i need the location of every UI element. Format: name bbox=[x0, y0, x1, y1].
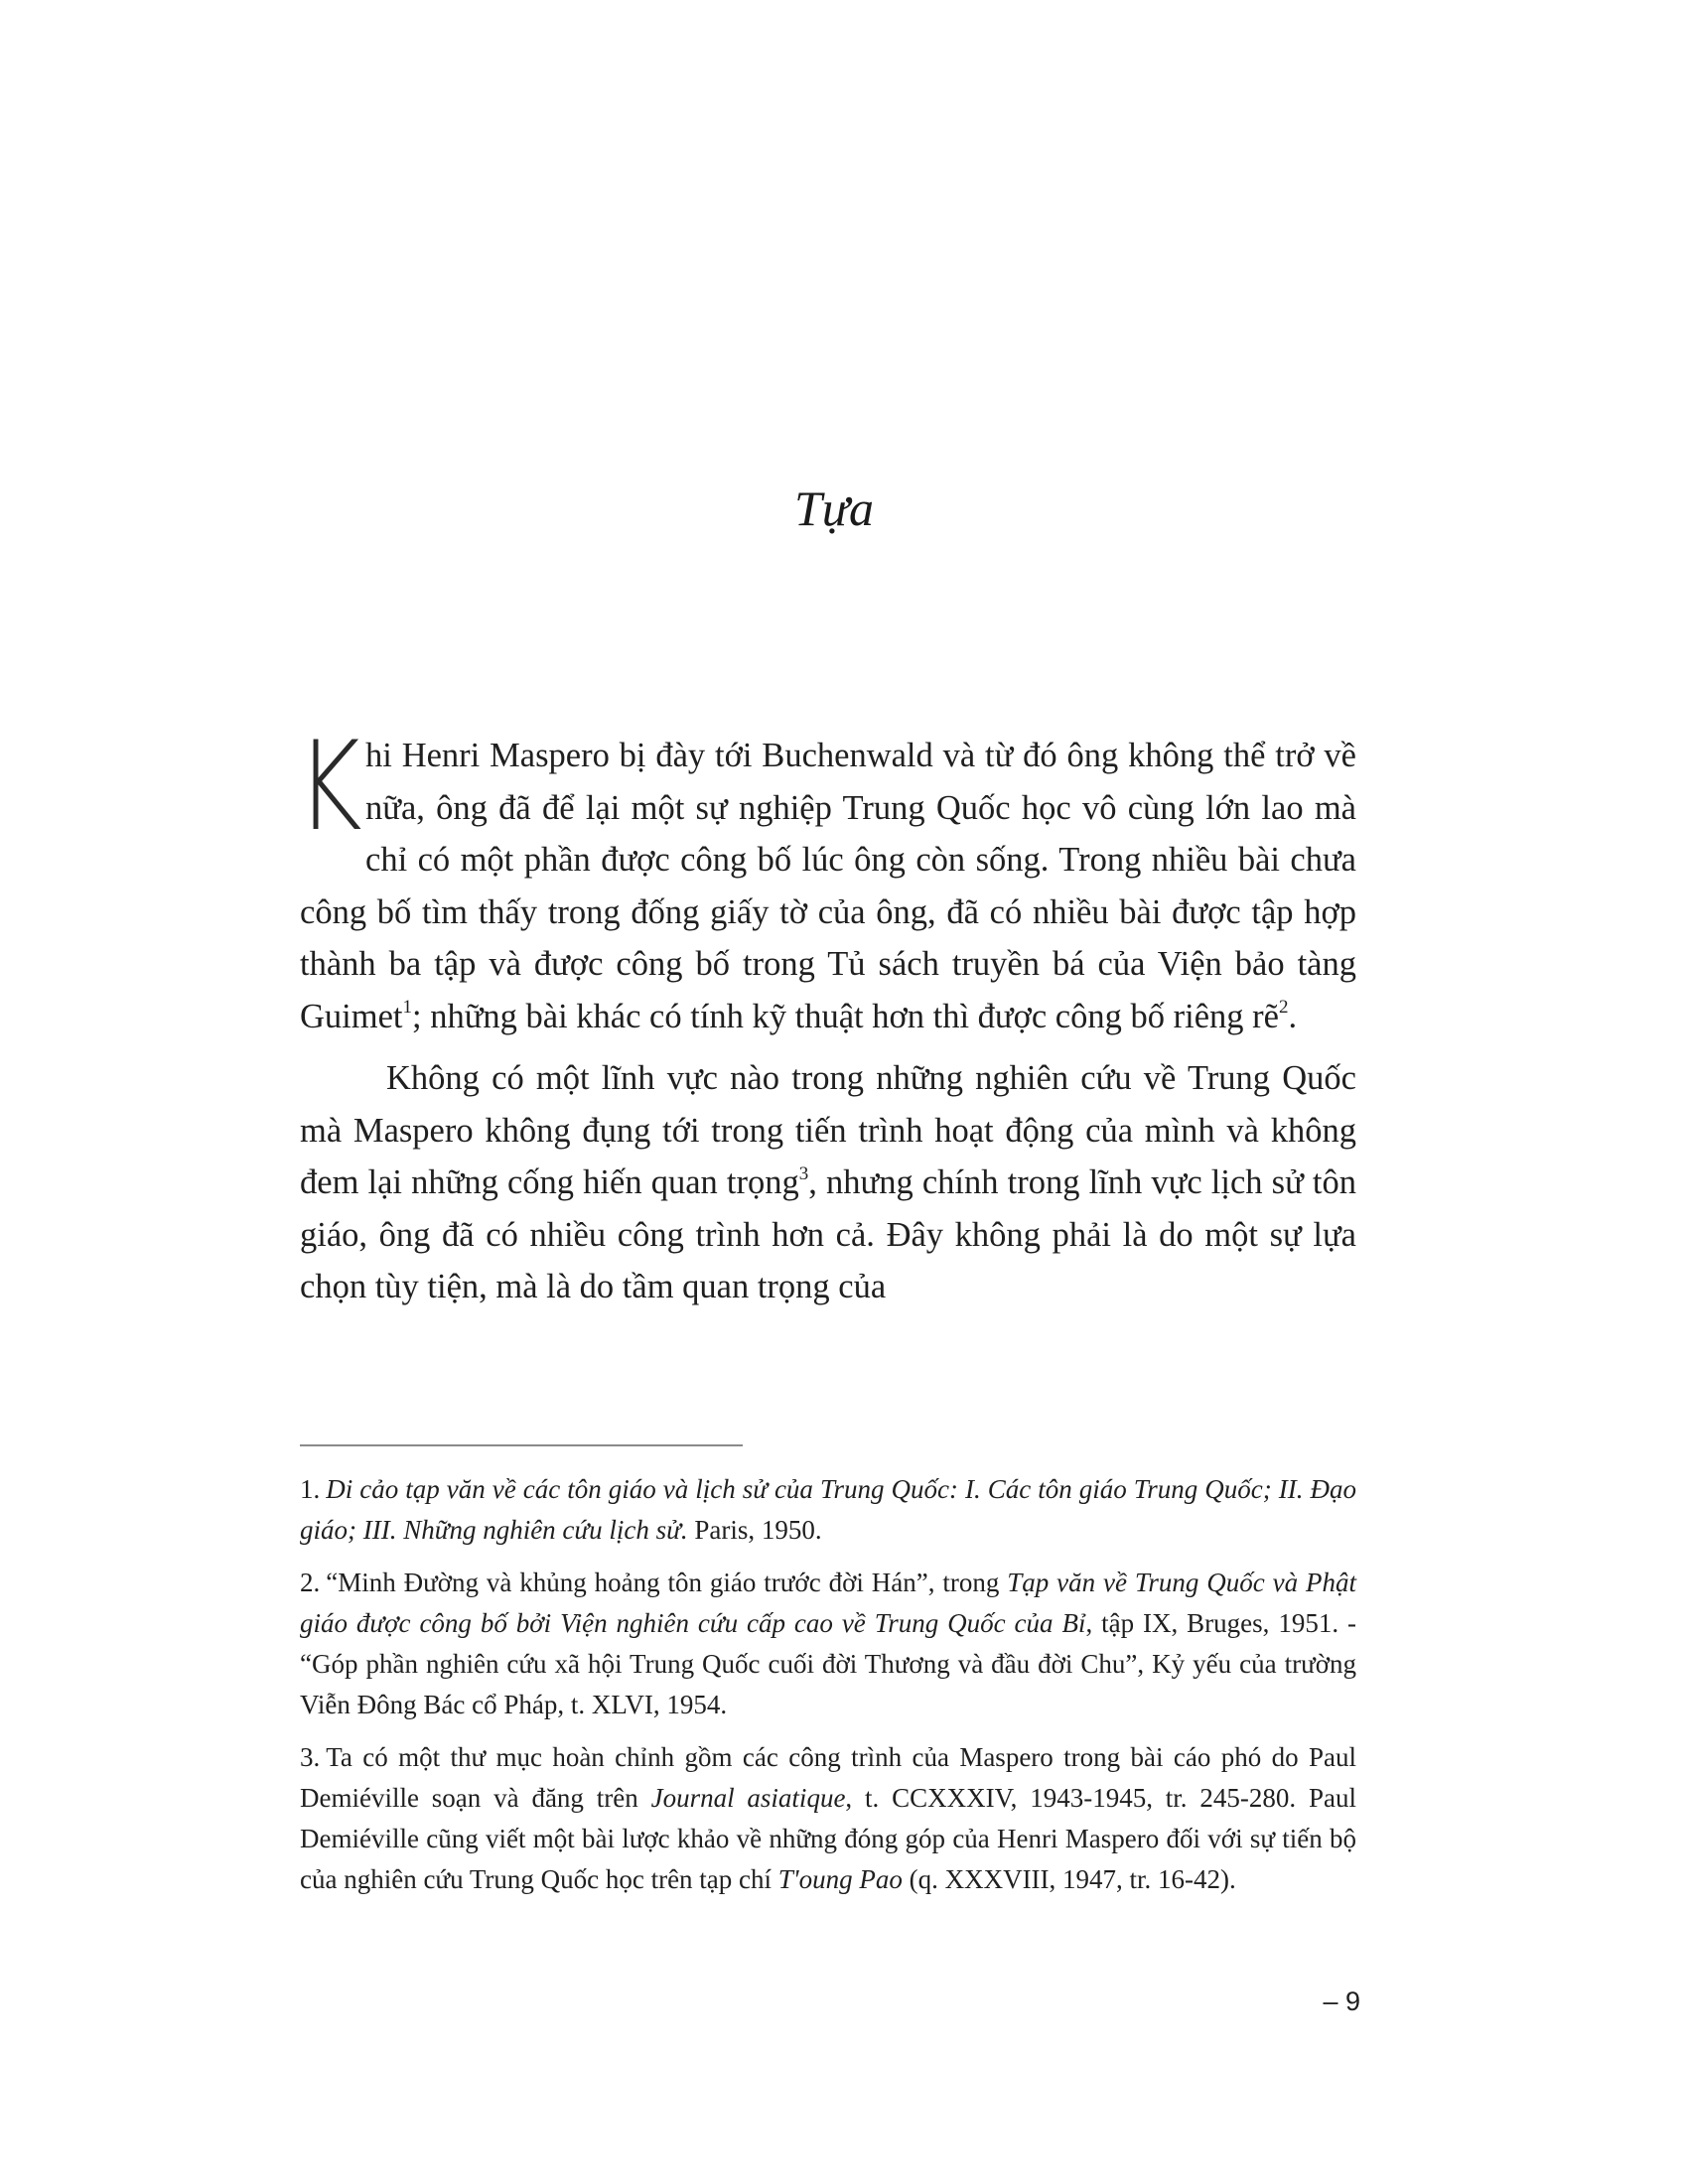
footnote-ref-1: 1 bbox=[402, 997, 412, 1018]
paragraph-1-text-b: ; những bài khác có tính kỹ thuật hơn thì được công bố riêng rẽ bbox=[411, 997, 1279, 1035]
footnote-1 bbox=[300, 1469, 1356, 1551]
paragraph-2 bbox=[300, 1052, 1356, 1313]
footnote-2-title: Tạp văn về Trung Quốc và Phật giáo được công bố bởi Viện nghiên cứu cấp cao về Trung Quốc của Bỉ bbox=[300, 1568, 1357, 1638]
body-text bbox=[296, 716, 1357, 1313]
footnotes bbox=[300, 1469, 1356, 1912]
footnote-2 bbox=[300, 1563, 1356, 1725]
footnote-3 bbox=[300, 1737, 1356, 1900]
paragraph-2-text-b: , nhưng chính trong lĩnh vực lịch sử tôn giáo, ông đã có nhiều công trình hơn cả. Đây không phải là do một sự lựa chọn tùy tiện, mà là do tầm quan trọng của bbox=[300, 1163, 1357, 1305]
footnote-2-text-a: “Minh Đường và khủng hoảng tôn giáo trước đời Hán”, trong bbox=[326, 1568, 1008, 1597]
footnote-ref-3: 3 bbox=[798, 1162, 809, 1184]
footnote-ref-2: 2 bbox=[1278, 997, 1289, 1018]
footnote-2-text-b: , tập IX, Bruges, 1951. - “Góp phần nghiên cứu xã hội Trung Quốc cuối đời Thương và đầu đời Chu”, Kỷ yếu của trường Viễn Đông Bác cổ Pháp, t. XLVI, 1954. bbox=[300, 1608, 1356, 1719]
footnote-3-text-c: (q. XXXVIII, 1947, tr. 16-42). bbox=[902, 1864, 1236, 1894]
footnote-3-text-b: , t. CCXXXIV, 1943-1945, tr. 245-280. Paul Demiéville cũng viết một bài lược khảo về những đóng góp của Henri Maspero đối với sự tiến bộ của nghiên cứu Trung Quốc học trên tạp chí bbox=[300, 1783, 1356, 1894]
footnote-divider bbox=[300, 1444, 743, 1446]
footnote-3-text-a: Ta có một thư mục hoàn chỉnh gồm các công trình của Maspero trong bài cáo phó do Paul Demiéville soạn và đăng trên bbox=[300, 1742, 1356, 1813]
footnote-1-title: Di cảo tạp văn về các tôn giáo và lịch sử của Trung Quốc: I. Các tôn giáo Trung Quốc; II. Đạo giáo; III. Những nghiên cứu lịch sử. bbox=[300, 1474, 1356, 1545]
footnote-3-journal: Journal asiatique bbox=[650, 1783, 846, 1813]
paragraph-1-text-a: hi Henri Maspero bị đày tới Buchenwald và từ đó ông không thể trở về nữa, ông đã để lại một sự nghiệp Trung Quốc học vô cùng lớn lao mà chỉ có một phần được công bố lúc ông còn sống. Trong nhiều bài chưa công bố tìm thấy trong đống giấy tờ của ông, đã có nhiều bài được tập hợp thành ba tập và được công bố trong Tủ sách truyền bá của Viện bảo tàng Guimet bbox=[300, 737, 1356, 1035]
paragraph-2-text-a: Không có một lĩnh vực nào trong những nghiên cứu về Trung Quốc mà Maspero không đụng tới trong tiến trình hoạt động của mình và không đem lại những cống hiến quan trọng bbox=[300, 1059, 1356, 1201]
footnote-3-number: 3. bbox=[300, 1742, 321, 1772]
footnote-1-number: 1. bbox=[300, 1474, 321, 1504]
paragraph-1-text-c: . bbox=[1288, 997, 1298, 1035]
footnote-3-journal-2: T'oung Pao bbox=[777, 1864, 903, 1894]
page-title: Tựa bbox=[793, 480, 875, 536]
page-number: – 9 bbox=[1323, 1986, 1360, 2016]
drop-cap: K bbox=[296, 716, 362, 859]
footnote-2-number: 2. bbox=[300, 1568, 321, 1597]
footnote-1-text: Paris, 1950. bbox=[687, 1515, 822, 1545]
paragraph-1 bbox=[296, 716, 1356, 1042]
